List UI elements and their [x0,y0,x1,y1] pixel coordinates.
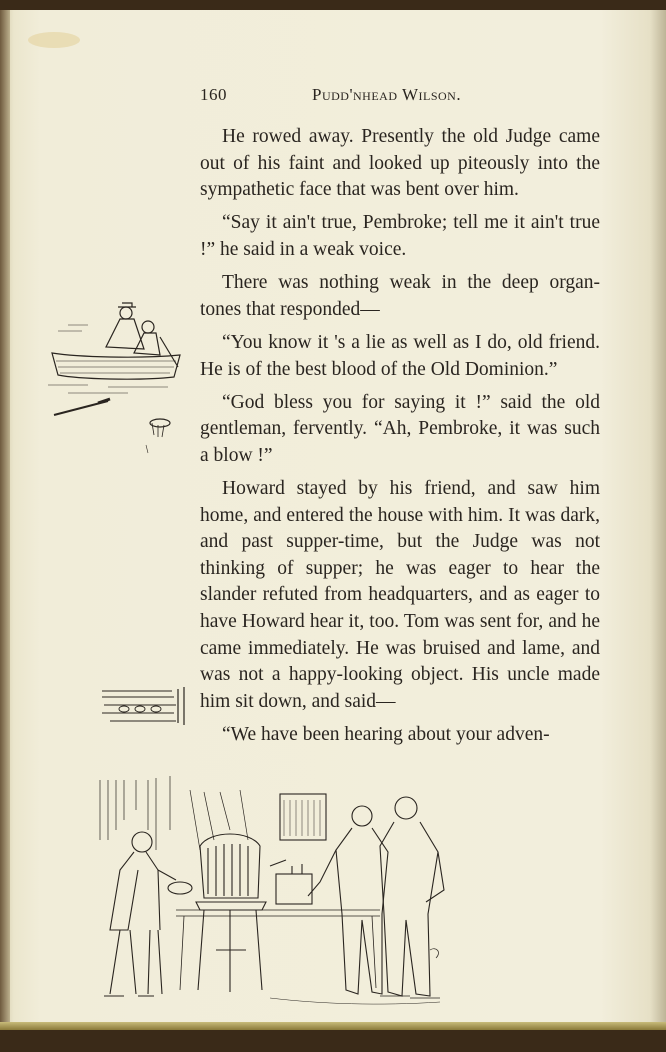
rowboat-illustration [48,295,188,455]
book-margin-illustration [100,683,190,728]
paragraph: Howard stayed by his friend, and saw him home, and entered the house with him. It was dark, and past supper-time, but the Judge was not thinking of supper; he was eager to hear the slander refuted from headquarters, and as eager to have Howard hear it, too. Tom was sent for, and he came immediately. He was bruised and lame, and was not a happy-looking object. His uncle made him sit down, and said— [200,478,600,712]
body-text [200,124,600,755]
paragraph: “You know it 's a lie as well as I do, old friend. He is of the best blood of the Old Dominion.” [200,331,600,380]
book-spine-shadow [0,10,10,1030]
page-header [0,85,666,111]
paragraph: “Say it ain't true, Pembroke; tell me it ain't true !” he said in a weak voice. [200,212,600,260]
paragraph: There was nothing weak in the deep organ-tones that responded— [200,272,600,320]
running-head: Pudd'nhead Wilson. [312,85,462,104]
paragraph: “We have been hearing about your adven- [222,724,550,746]
paragraph: He rowed away. Presently the old Judge came out of his faint and looked up piteously into the sympathetic face that was bent over him. [200,126,600,201]
page-number: 160 [200,85,227,104]
paper-stain [28,32,80,48]
page-gilt-edge [0,1022,666,1030]
interior-scene-illustration [80,770,460,1010]
paragraph: “God bless you for saying it !” said the old gentleman, fervently. “Ah, Pembroke, it was such a blow !” [200,391,600,466]
book-page [0,10,666,1030]
